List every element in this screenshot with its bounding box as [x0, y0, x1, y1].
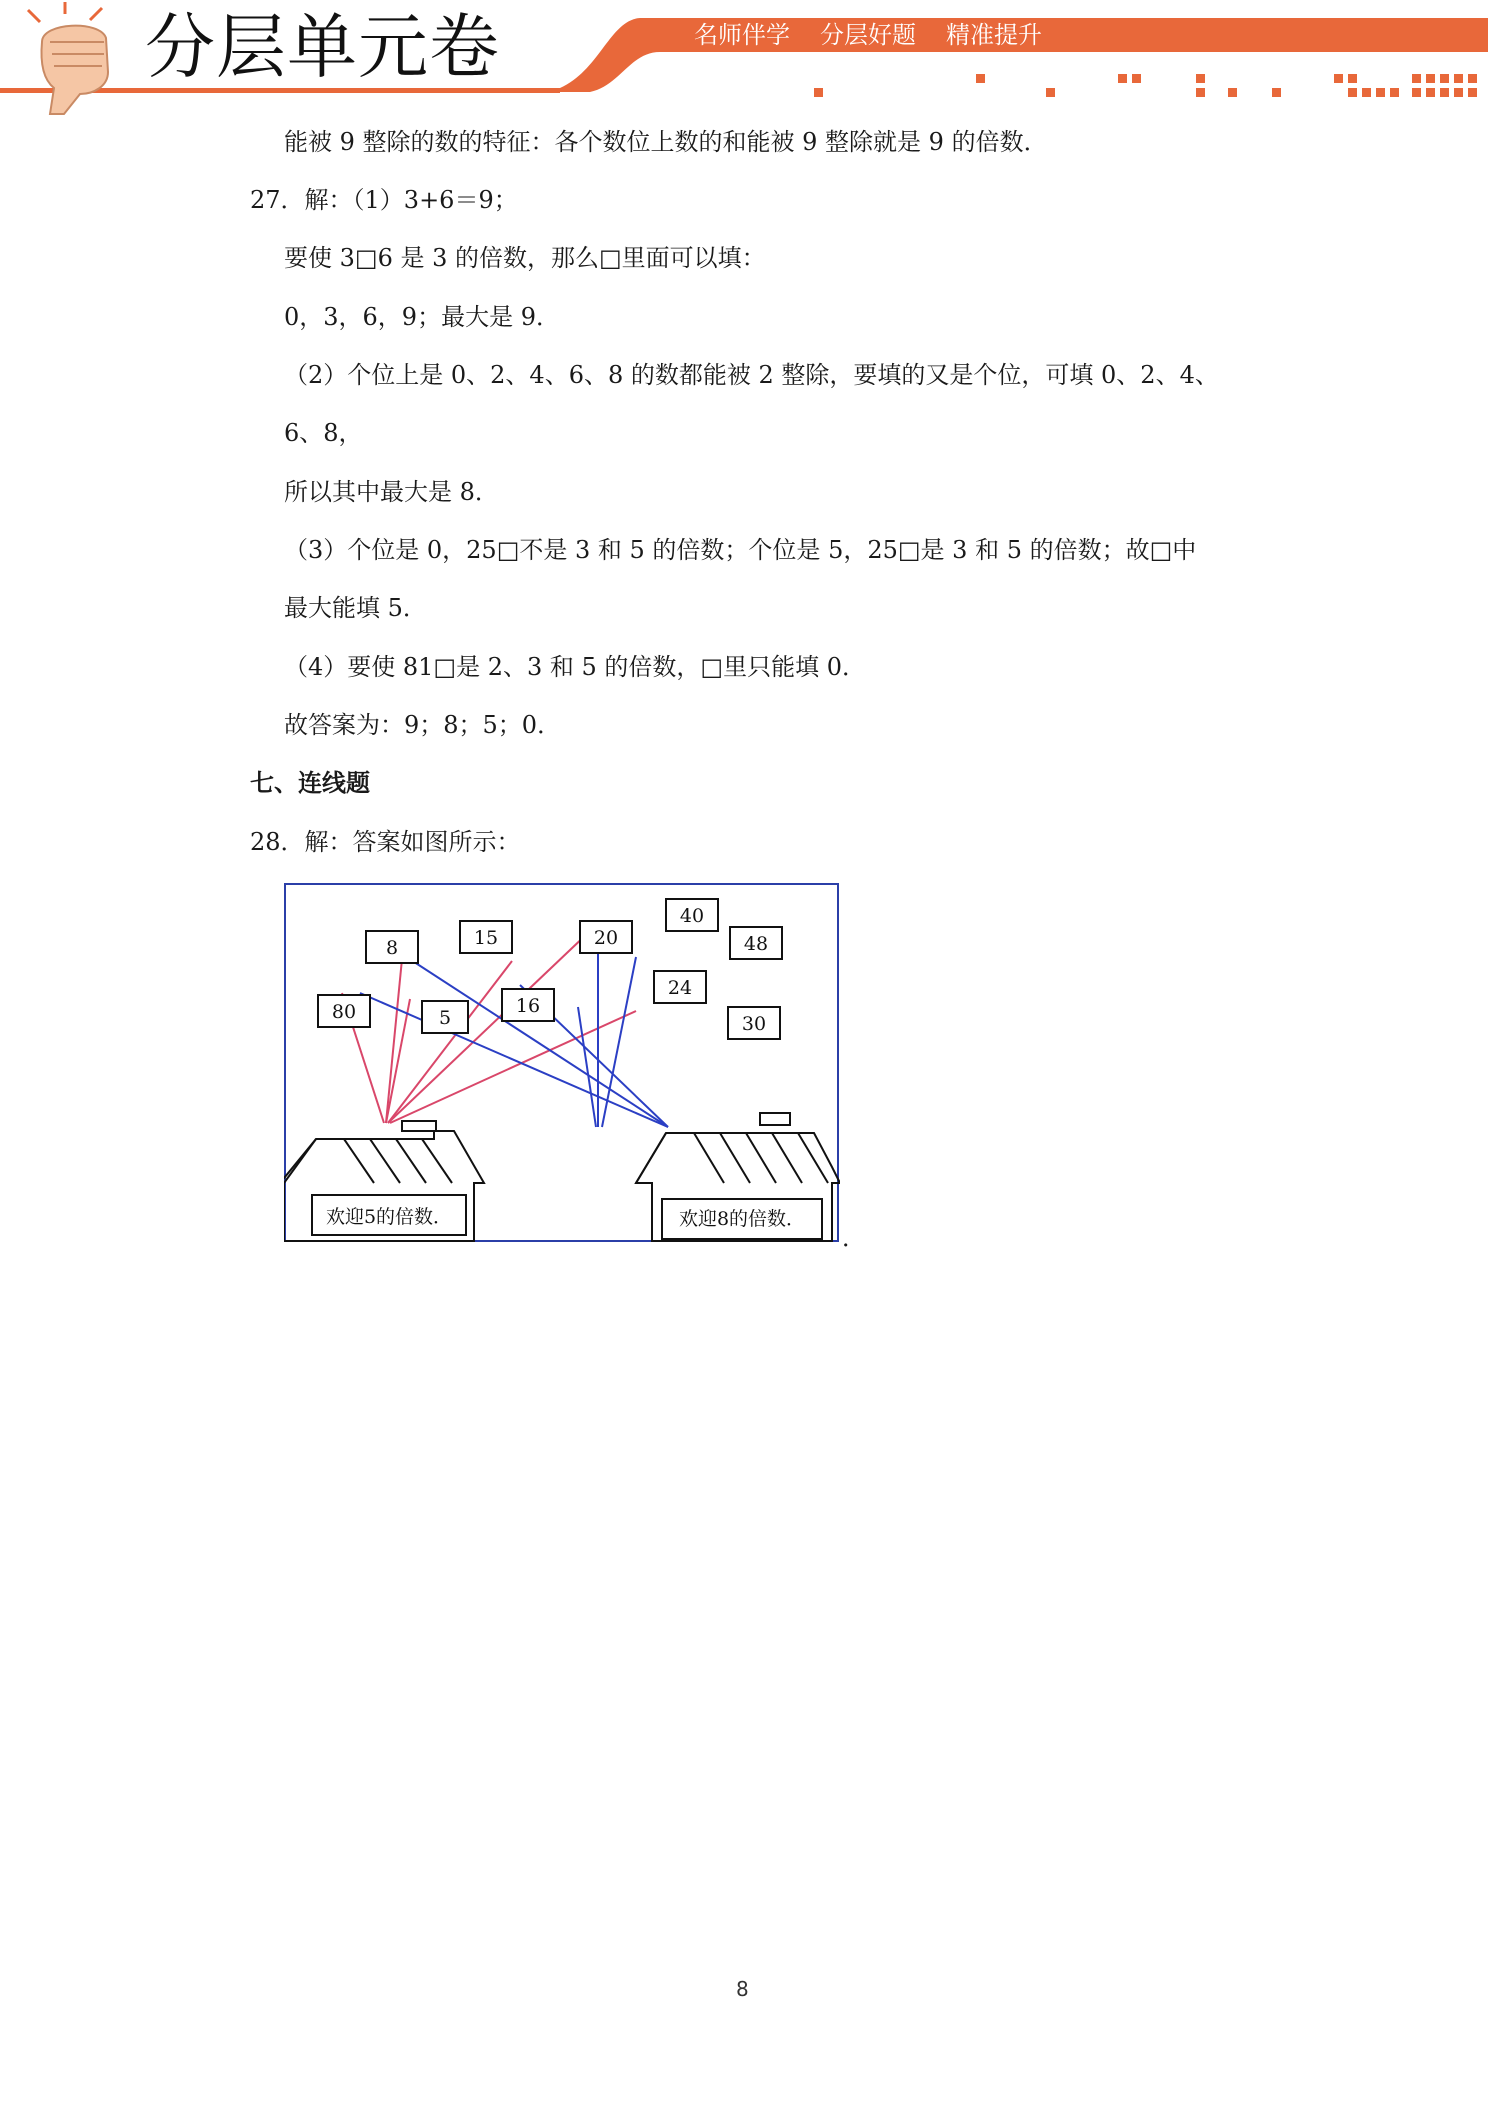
- card-15-label: 15: [473, 927, 499, 949]
- slogan-2: 分层好题: [820, 21, 916, 49]
- text-line: 0，3，6，9；最大是 9．: [284, 303, 560, 331]
- text-line: （4）要使 81□是 2、3 和 5 的倍数，□里只能填 0．: [284, 653, 867, 681]
- section-heading: 七、连线题: [250, 769, 370, 797]
- slogan-1: 名师伴学: [694, 21, 790, 49]
- slogan-3: 精准提升: [946, 21, 1042, 49]
- card-80-label: 80: [331, 1001, 357, 1023]
- matching-figure: [284, 883, 840, 1243]
- card-30-label: 30: [741, 1013, 767, 1035]
- house-left-label: 欢迎5的倍数．: [325, 1206, 453, 1228]
- text-line: 要使 3□6 是 3 的倍数，那么□里面可以填：: [284, 244, 766, 272]
- brand-title: 分层单元卷: [145, 6, 500, 88]
- card-8-label: 8: [385, 937, 399, 959]
- figure-trailing-period: ．: [842, 1224, 866, 1252]
- fist-icon: [28, 2, 108, 114]
- card-40-label: 40: [679, 905, 705, 927]
- text-line: 能被 9 整除的数的特征：各个数位上数的和能被 9 整除就是 9 的倍数．: [284, 128, 1048, 156]
- card-5-label: 5: [438, 1007, 452, 1029]
- text-line: 所以其中最大是 8．: [284, 478, 499, 506]
- text-line: 6、8，: [284, 419, 363, 447]
- text-line: （2）个位上是 0、2、4、6、8 的数都能被 2 整除，要填的又是个位，可填 0、2、4、: [284, 361, 1219, 389]
- page-header: [0, 0, 1488, 115]
- card-24-label: 24: [667, 977, 693, 999]
- text-line: 最大能填 5．: [284, 594, 427, 622]
- card-16-label: 16: [515, 995, 541, 1017]
- question-28-line: 28．解：答案如图所示：: [250, 828, 521, 856]
- question-27-line: 27．解：（1）3+6＝9；: [250, 186, 518, 214]
- text-line: （3）个位是 0，25□不是 3 和 5 的倍数；个位是 5，25□是 3 和 5 的倍数；故□中: [284, 536, 1197, 564]
- answer-summary-line: 故答案为：9；8；5；0．: [284, 711, 562, 739]
- card-20-label: 20: [593, 927, 619, 949]
- dots-decoration: [814, 74, 1477, 97]
- matching-figure-svg: [284, 883, 840, 1243]
- house-right-label: 欢迎8的倍数．: [678, 1208, 806, 1230]
- card-48-label: 48: [743, 933, 769, 955]
- page-number: 8: [736, 1977, 749, 2001]
